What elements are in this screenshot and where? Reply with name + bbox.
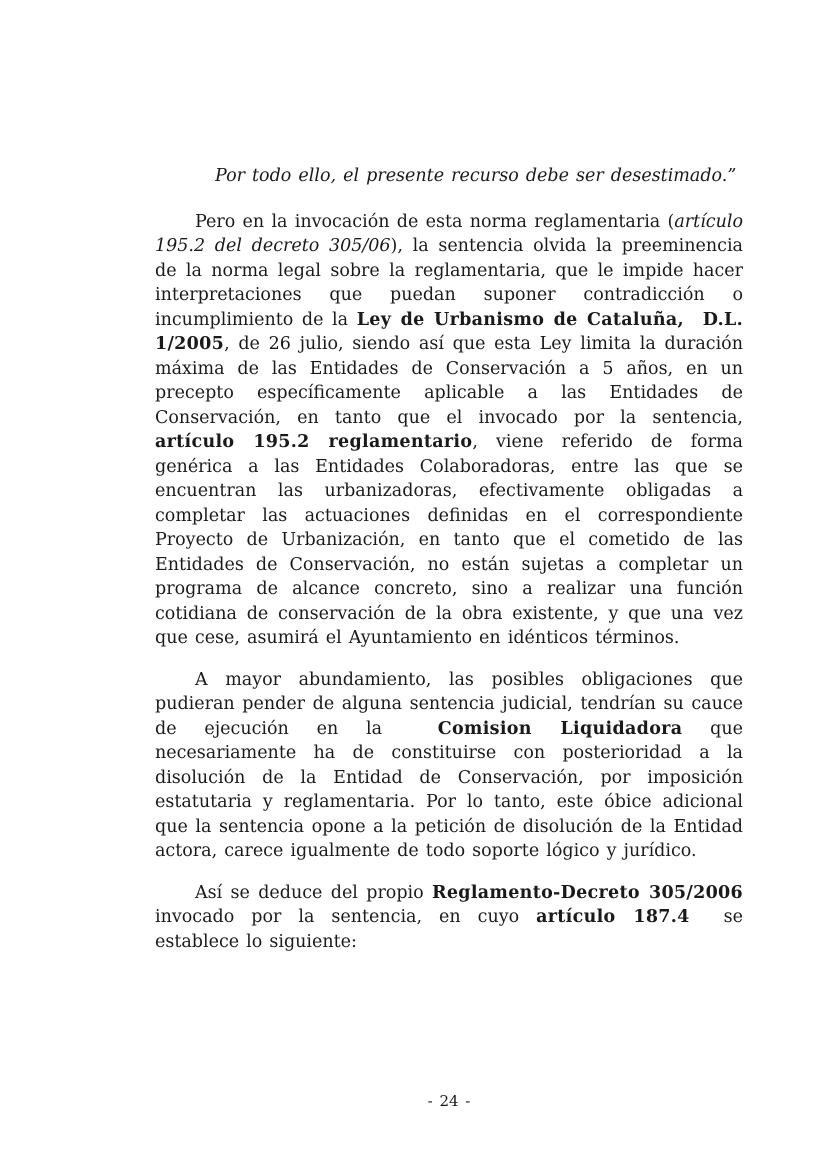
text-run: , viene referido de forma genérica a las Entidades Colaboradoras, entre las que se encuentran las urbanizadoras, efectivamente obligadas a completar las actuaciones definidas en el correspondiente Proyecto de Urbanización, en tanto que el cometido de las Entidades de Conservación, no están sujetas a completar un programa de alcance concreto, sino a realizar una función cotidiana de conservación de la obra existente, y que una vez que cese, asumirá el Ayuntamiento en idénticos términos. [155,432,743,648]
text-run: ), la sentencia olvida la preeminencia de la norma legal sobre la reglamentaria, que le impide hacer interpretaciones que puedan suponer contradicción o incumplimiento de la [155,236,743,330]
text-run: Pero en la invocación de esta norma reglamentaria ( [195,211,675,232]
page-number: - 24 - [427,1092,471,1110]
text-run: Comision Liquidadora [437,718,683,739]
text-run: invocado por la sentencia, en cuyo [155,907,537,927]
text-run: Por todo ello, el presente recurso debe ser desestimado.” [215,166,737,186]
quote-paragraph [205,164,743,189]
text-run: artículo 187.4 [536,907,690,927]
document-body [155,164,743,954]
text-run: , de 26 julio, siendo así que esta Ley limita la duración máxima de las Entidades de Conservación a 5 años, en un precepto específicamente aplicable a las Entidades de Conservación, en tanto que el invocado por la sentencia, [155,334,743,428]
text-run: se establece lo siguiente: [155,907,743,952]
text-run: Reglamento-Decreto 305/2006 [432,882,743,903]
text-run: Así se deduce del propio [195,882,433,903]
text-run: que necesariamente ha de constituirse con posterioridad a la disolución de la Entidad de Conservación, por imposición estatutaria y reglamentaria. Por lo tanto, este óbice adicional que la sentencia opone a la petición de disolución de la Entidad actora, carece igualmente de todo soporte lógico y jurídico. [155,718,743,861]
body-paragraph [155,881,743,955]
body-paragraph [155,668,743,864]
text-run: artículo 195.2 del decreto 305/06 [155,211,743,256]
text-run: artículo 195.2 reglamentario [155,432,473,452]
body-paragraph [155,210,743,651]
text-run: Ley de Urbanismo de Cataluña, D.L. 1/2005 [155,309,743,354]
text-run: A mayor abundamiento, las posibles obligaciones que pudieran pender de alguna sentencia judicial, tendrían su cauce de ejecución en la [155,669,743,739]
